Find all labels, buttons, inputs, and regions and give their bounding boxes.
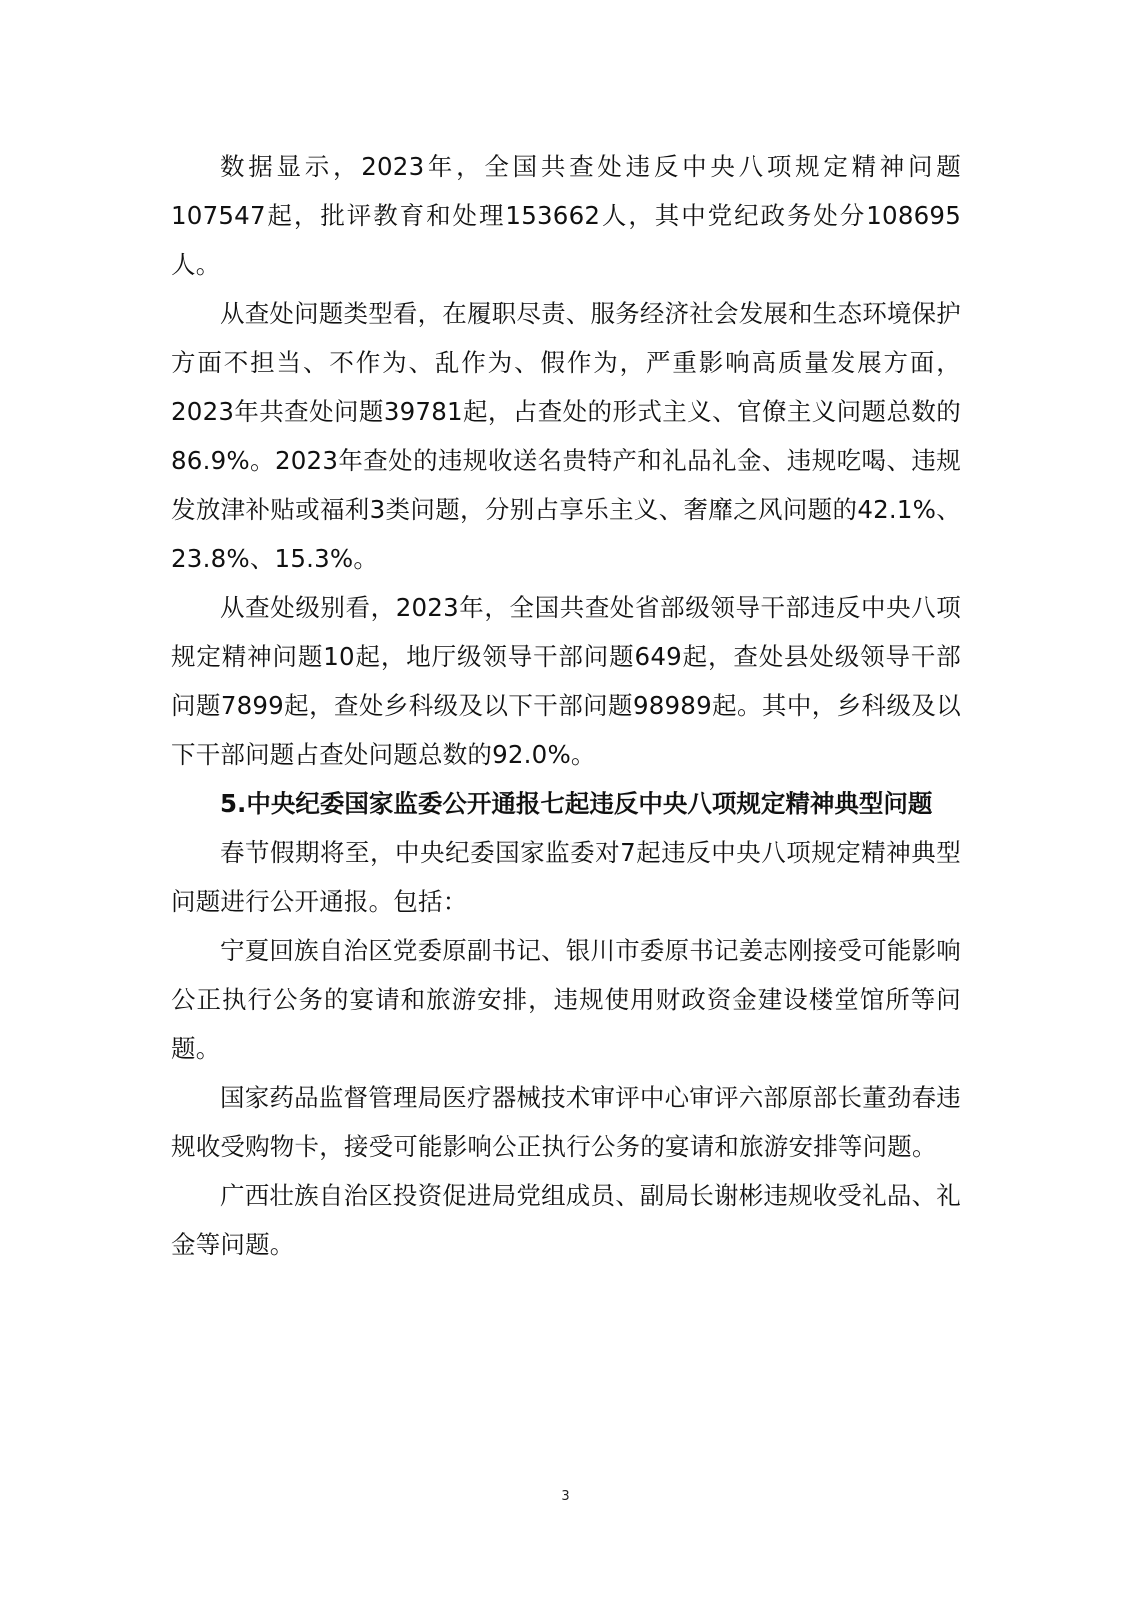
paragraph-statistics-overview: 数据显示，2023年，全国共查处违反中央八项规定精神问题107547起，批评教育和处理153662人，其中党纪政务处分108695人。 — [171, 152, 961, 279]
paragraph-case-nmpa: 国家药品监督管理局医疗器械技术审评中心审评六部原部长董劲春违规收受购物卡，接受可能影响公正执行公务的宴请和旅游安排等问题。 — [171, 1083, 961, 1161]
section-heading: 5.中央纪委国家监委公开通报七起违反中央八项规定精神典型问题 — [220, 789, 933, 818]
paragraph-announcement-intro: 春节假期将至，中央纪委国家监委对7起违反中央八项规定精神典型问题进行公开通报。包括： — [171, 838, 961, 916]
document-body — [171, 142, 961, 1269]
page-number: 3 — [561, 1489, 570, 1504]
paragraph-case-ningxia: 宁夏回族自治区党委原副书记、银川市委原书记姜志刚接受可能影响公正执行公务的宴请和旅游安排，违规使用财政资金建设楼堂馆所等问题。 — [171, 936, 961, 1063]
paragraph-case-guangxi: 广西壮族自治区投资促进局党组成员、副局长谢彬违规收受礼品、礼金等问题。 — [171, 1181, 961, 1259]
paragraph-problem-types: 从查处问题类型看，在履职尽责、服务经济社会发展和生态环境保护方面不担当、不作为、乱作为、假作为，严重影响高质量发展方面，2023年共查处问题39781起，占查处的形式主义、官僚主义问题总数的86.9%。2023年查处的违规收送名贵特产和礼品礼金、违规吃喝、违规发放津补贴或福利3类问题，分别占享乐主义、奢靡之风问题的42.1%、23.8%、15.3%。 — [171, 299, 961, 573]
paragraph-cadre-levels: 从查处级别看，2023年，全国共查处省部级领导干部违反中央八项规定精神问题10起，地厅级领导干部问题649起，查处县处级领导干部问题7899起，查处乡科级及以下干部问题98989起。其中，乡科级及以下干部问题占查处问题总数的92.0%。 — [171, 593, 961, 769]
